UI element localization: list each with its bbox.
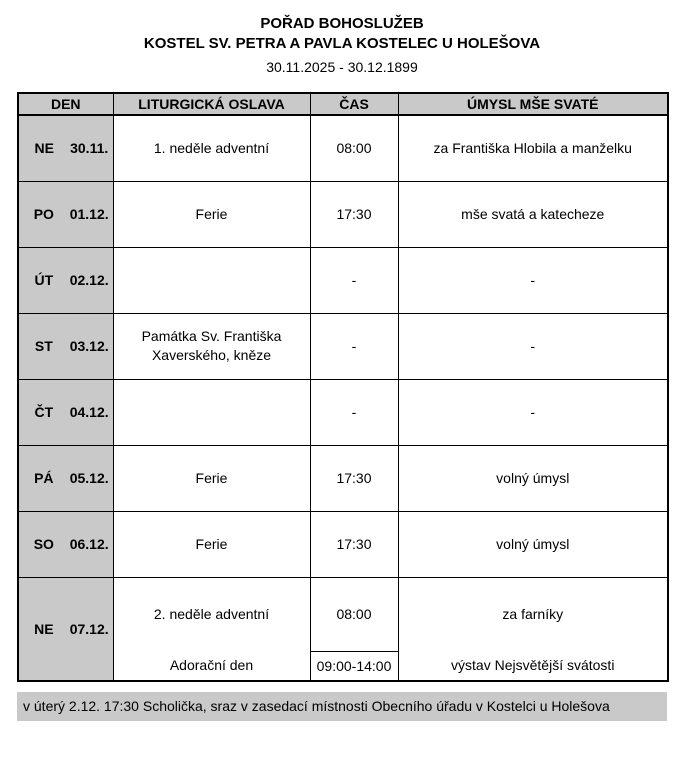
time-cell: 08:00 [310, 115, 398, 181]
time-cell: 17:30 [310, 445, 398, 511]
day-cell [18, 313, 113, 379]
date-range: 30.11.2025 - 30.12.1899 [266, 59, 418, 75]
celebration-cell: Ferie [113, 181, 310, 247]
day-date: 04.12. [69, 404, 109, 420]
day-abbrev: NE [34, 620, 54, 637]
time-line-1: 08:00 [336, 606, 372, 622]
day-date: 05.12. [69, 470, 109, 486]
table-row [18, 511, 668, 577]
intention-cell: za Františka Hlobila a manželku [398, 115, 668, 181]
day-date: 06.12. [69, 536, 109, 552]
day-abbrev: SO [33, 536, 54, 552]
celebration-cell: 1. neděle adventní [113, 115, 310, 181]
celebration-cell: Památka Sv. Františka Xaverského, kněze [113, 313, 310, 379]
time-cell: - [310, 313, 398, 379]
schedule-table [17, 92, 669, 682]
intention-cell: - [398, 247, 668, 313]
celebration-line-1: 2. neděle adventní [153, 606, 270, 622]
table-row [18, 313, 668, 379]
celebration-cell [113, 577, 310, 681]
day-date: 30.11. [70, 140, 109, 157]
day-abbrev: PO [33, 206, 54, 222]
time-cell: 17:30 [310, 511, 398, 577]
intention-cell: - [398, 313, 668, 379]
time-line-2: 09:00-14:00 [311, 651, 398, 680]
table-row [18, 577, 668, 681]
day-date: 01.12. [69, 206, 109, 222]
celebration-cell [113, 379, 310, 445]
time-cell [310, 577, 398, 681]
table-row [18, 445, 668, 511]
table-row [18, 181, 668, 247]
time-cell: - [310, 379, 398, 445]
intention-cell: volný úmysl [398, 445, 668, 511]
day-abbrev: ST [34, 338, 53, 354]
day-abbrev: ČT [34, 404, 54, 420]
day-abbrev: ÚT [34, 272, 54, 288]
page-subtitle: KOSTEL SV. PETRA A PAVLA KOSTELEC U HOLEŠOVA [143, 35, 541, 52]
table-row [18, 247, 668, 313]
footer-note: v úterý 2.12. 17:30 Scholička, sraz v zasedací místnosti Obecního úřadu v Kostelci u Holešova [17, 692, 667, 721]
intention-cell: volný úmysl [398, 511, 668, 577]
time-cell: 17:30 [310, 181, 398, 247]
day-cell [18, 115, 113, 181]
page-title: POŘAD BOHOSLUŽEB [260, 15, 424, 32]
column-header-time: ČAS [310, 93, 398, 115]
day-date: 03.12. [69, 338, 109, 354]
column-header-celebration: LITURGICKÁ OSLAVA [113, 93, 310, 115]
celebration-cell: Ferie [113, 511, 310, 577]
table-header-row [18, 93, 668, 115]
intention-cell: - [398, 379, 668, 445]
time-cell: - [310, 247, 398, 313]
table-row [18, 379, 668, 445]
intention-line-2: výstav Nejsvětější svátosti [451, 657, 615, 673]
intention-cell: mše svatá a katecheze [398, 181, 668, 247]
day-cell [18, 511, 113, 577]
celebration-cell: Ferie [113, 445, 310, 511]
day-cell [18, 247, 113, 313]
intention-line-1: za farníky [502, 606, 564, 622]
day-date: 07.12. [69, 620, 109, 637]
column-header-day: DEN [18, 93, 113, 115]
celebration-line-2: Adorační den [169, 657, 254, 673]
day-abbrev: PÁ [34, 470, 54, 486]
column-header-intention: ÚMYSL MŠE SVATÉ [398, 93, 668, 115]
celebration-cell [113, 247, 310, 313]
day-cell [18, 379, 113, 445]
document-header [17, 14, 667, 76]
day-cell [18, 577, 113, 681]
day-cell [18, 181, 113, 247]
table-row [18, 115, 668, 181]
day-date: 02.12. [69, 272, 109, 288]
day-abbrev: NE [34, 140, 54, 157]
day-cell [18, 445, 113, 511]
intention-cell [398, 577, 668, 681]
